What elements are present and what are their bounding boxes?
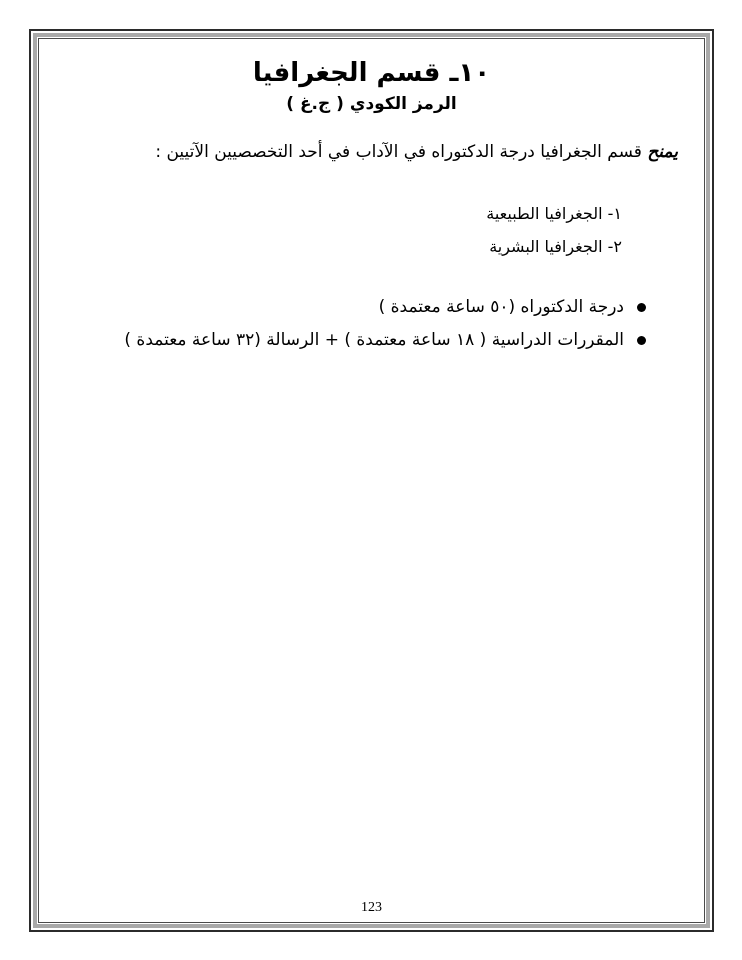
intro-lead-word: يمنح: [647, 142, 678, 162]
section-title: ١٠ـ قسم الجغرافيا: [252, 58, 491, 88]
requirement-text: درجة الدكتوراه (٥٠ ساعة معتمدة ): [378, 297, 624, 317]
bullet-icon: [637, 303, 646, 312]
code-line: الرمز الكودي ( ج.غ ): [286, 94, 457, 114]
requirement-text: المقررات الدراسية ( ١٨ ساعة معتمدة ) + الرسالة (٣٢ ساعة معتمدة ): [124, 330, 624, 350]
specialization-item: ١- الجغرافيا الطبيعية: [486, 204, 622, 223]
intro-text: قسم الجغرافيا درجة الدكتوراه في الآداب في أحد التخصصيين الآتيين :: [155, 142, 648, 162]
specialization-item: ٢- الجغرافيا البشرية: [489, 237, 622, 256]
specializations-list: [486, 197, 622, 263]
bullet-icon: [637, 336, 646, 345]
intro-paragraph: [59, 139, 678, 165]
requirements-list: [124, 291, 648, 357]
requirement-item: [124, 291, 648, 324]
document-page: [39, 39, 704, 922]
page-number: 123: [361, 900, 382, 915]
requirement-item: [124, 324, 648, 357]
